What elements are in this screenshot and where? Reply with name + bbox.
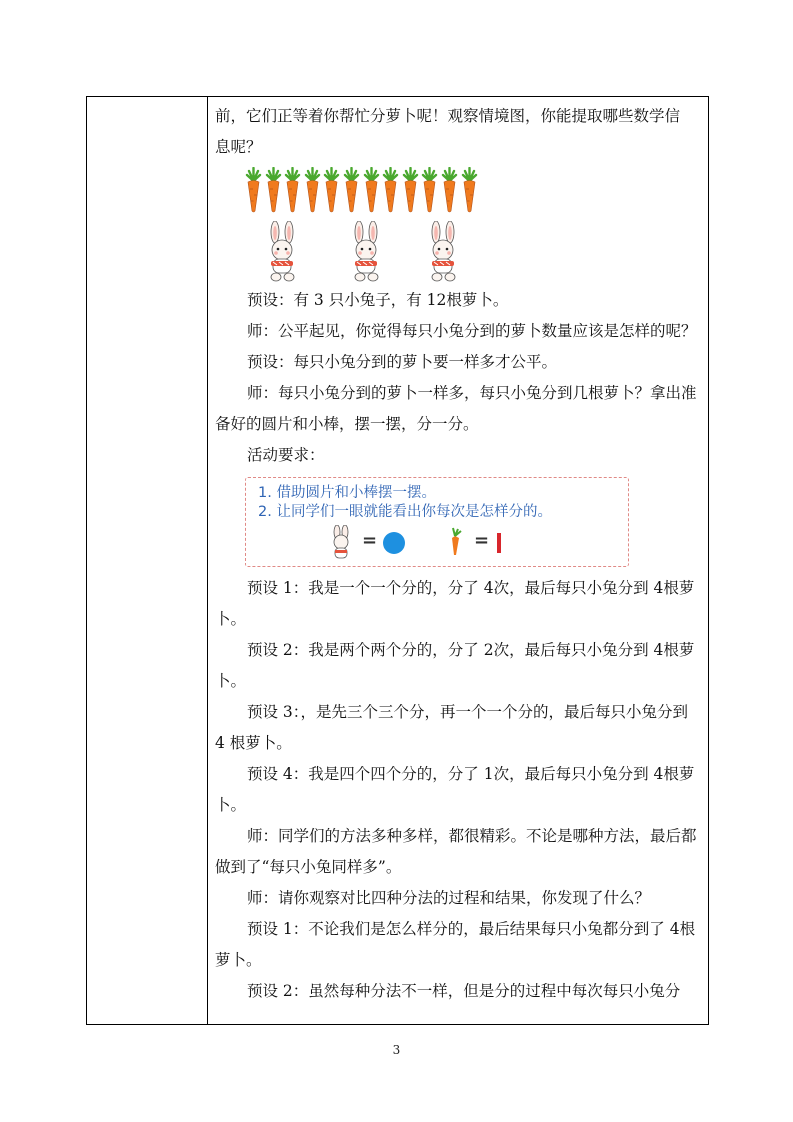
preset-paragraph: 预设 2：虽然每种分法不一样，但是分的过程中每次每只小兔分: [247, 982, 681, 1000]
preset-paragraph: 预设 3：，是先三个三个分，再一个一个分的，最后每只小兔分到 4 根萝卜。: [215, 703, 689, 752]
legend-row: [328, 525, 628, 563]
preset-paragraph: 预设 2：我是两个两个分的，分了 2次，最后每只小兔分到 4根萝卜。: [215, 641, 695, 690]
preset-paragraph: 师：同学们的方法多种多样，都很精彩。不论是哪种方法，最后都做到了“每只小兔同样多”。: [215, 827, 697, 876]
paragraph: 师：每只小兔分到的萝卜一样多，每只小兔分到几根萝卜？拿出准备好的圆片和小棒，摆一摆，分一分。: [215, 384, 697, 433]
carrot-icon: [402, 167, 419, 213]
bunny-legend-icon: [328, 525, 354, 563]
carrot-icon: [343, 167, 360, 213]
paragraph: 师：公平起见，你觉得每只小兔分到的萝卜数量应该是怎样的呢？: [247, 322, 697, 340]
paragraph: 预设：每只小兔分到的萝卜要一样多才公平。: [247, 353, 558, 371]
paragraph: 活动要求：: [247, 446, 325, 464]
preset-paragraph: 师：请你观察对比四种分法的过程和结果，你发现了什么？: [247, 889, 651, 907]
page-number: 3: [392, 1043, 401, 1057]
carrot-icon: [284, 167, 301, 213]
carrot-icon: [441, 167, 458, 213]
bunnies-row: [215, 221, 700, 285]
lesson-content-cell: [209, 97, 708, 1024]
bunny-icon: [345, 221, 387, 283]
carrot-icon: [363, 167, 380, 213]
paragraph: 预设：有 3 只小兔子，有 12根萝卜。: [247, 291, 509, 309]
requirement-line-2: 2. 让同学们一眼就能看出你每次是怎样分的。: [258, 504, 552, 520]
intro-line-2: 息呢？: [215, 138, 262, 156]
carrot-icon: [304, 167, 321, 213]
preset-paragraph: 预设 1：不论我们是怎么样分的，最后结果每只小兔都分到了 4根萝卜。: [215, 920, 696, 969]
preset-paragraph: 预设 1：我是一个一个分的，分了 4次，最后每只小兔分到 4根萝卜。: [215, 579, 695, 628]
preset-paragraph: 预设 4：我是四个四个分的，分了 1次，最后每只小兔分到 4根萝卜。: [215, 765, 695, 814]
carrot-icon: [265, 167, 282, 213]
table-left-column: [87, 97, 208, 1024]
stick-icon: [496, 533, 502, 553]
circle-chip-icon: [382, 531, 406, 555]
carrot-icon: [245, 167, 262, 213]
carrot-icon: [421, 167, 438, 213]
equals-sign: =: [474, 530, 490, 551]
equals-sign: =: [362, 530, 378, 551]
activity-requirements-box: [245, 477, 629, 567]
bunny-icon: [261, 221, 303, 283]
lesson-table: [86, 96, 709, 1025]
carrot-icon: [323, 167, 340, 213]
carrot-icon: [382, 167, 399, 213]
carrot-legend-icon: [446, 527, 464, 557]
carrots-row: [215, 163, 700, 221]
intro-line-1: 前，它们正等着你帮忙分萝卜呢！观察情境图，你能提取哪些数学信: [215, 107, 681, 125]
carrot-icon: [461, 167, 478, 213]
bunny-icon: [422, 221, 464, 283]
requirement-line-1: 1. 借助圆片和小棒摆一摆。: [258, 485, 436, 501]
